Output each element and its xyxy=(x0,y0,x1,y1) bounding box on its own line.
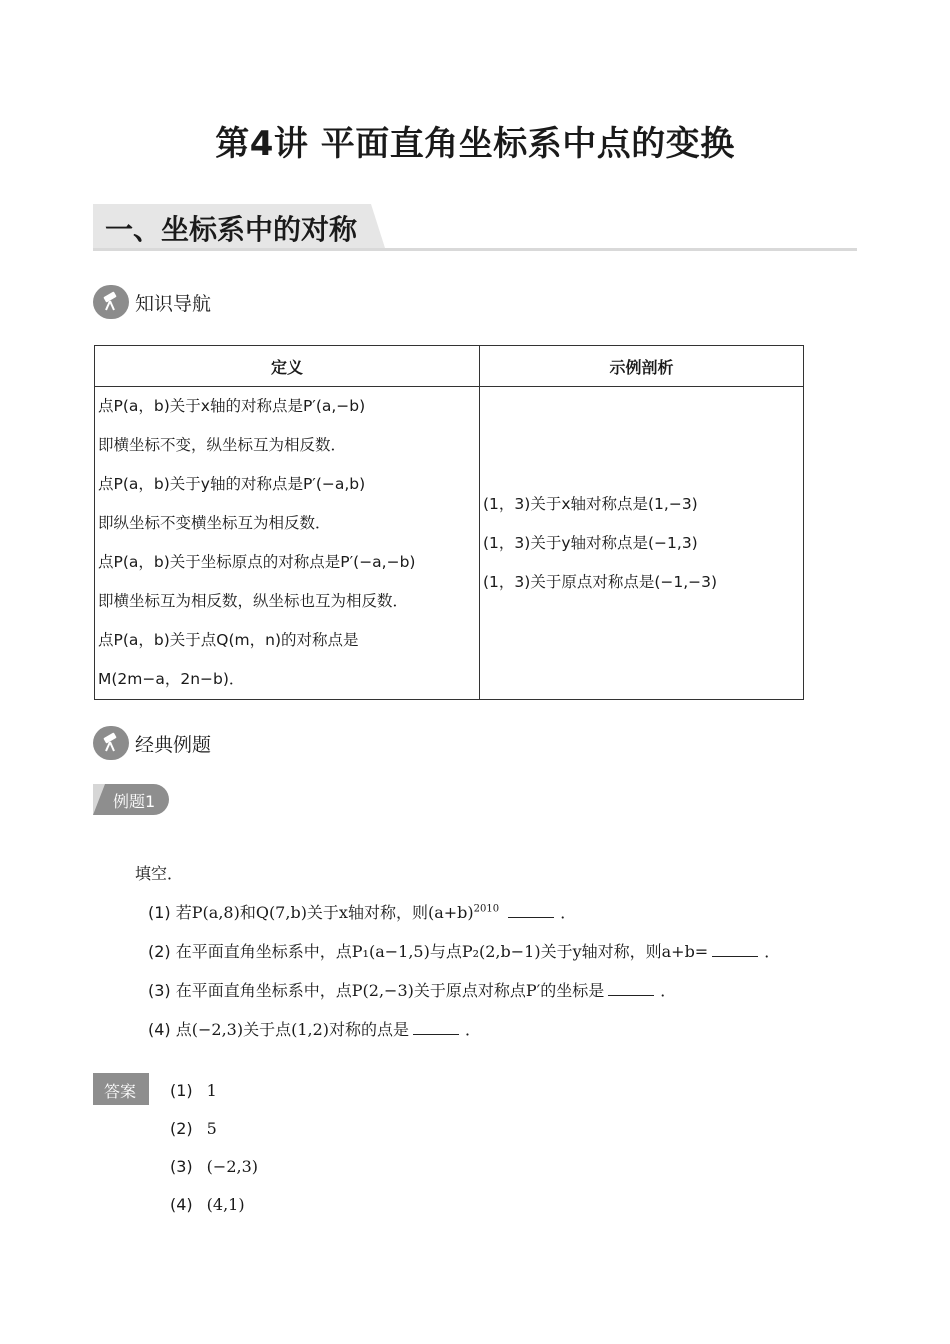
definition-line: M(2m−a，2n−b)． xyxy=(98,670,245,688)
answer-tag xyxy=(93,1073,149,1105)
definition-line: 即横坐标不变，纵坐标互为相反数． xyxy=(98,436,347,454)
examples-heading-label: 经典例题 xyxy=(135,734,212,756)
definition-line: 即纵坐标不变横坐标互为相反数． xyxy=(98,514,331,532)
telescope-icon xyxy=(93,726,129,760)
definition-line: 点P(a，b)关于坐标原点的对称点是P′(−a,−b) xyxy=(98,553,416,571)
question-item: (4) 点(−2,3)关于点(1,2)对称的点是 ． xyxy=(148,1020,482,1039)
table-header-example: 示例剖析 xyxy=(480,346,804,387)
example-cell xyxy=(480,387,804,700)
answer-tag-label: 答案 xyxy=(104,1082,137,1101)
example-tag-label: 例题1 xyxy=(113,792,156,811)
example-line: (1，3)关于x轴对称点是(1,−3) xyxy=(483,494,698,513)
section-header xyxy=(93,204,857,250)
definition-cell xyxy=(95,387,480,700)
answer-blank xyxy=(413,1022,459,1035)
answer-blank xyxy=(712,944,758,957)
page-title: 第4讲 平面直角坐标系中点的变换 xyxy=(215,124,735,164)
example-line: (1，3)关于原点对称点是(−1,−3) xyxy=(483,572,718,591)
answer-blank xyxy=(608,983,654,996)
answer-item: (4) (4,1) xyxy=(170,1195,245,1214)
definition-table xyxy=(94,345,804,700)
example-tag xyxy=(93,784,169,815)
table-header-definition: 定义 xyxy=(95,346,480,387)
definition-line: 点P(a，b)关于y轴的对称点是P′(−a,b) xyxy=(98,475,366,493)
telescope-icon xyxy=(93,285,129,319)
example-line: (1，3)关于y轴对称点是(−1,3) xyxy=(483,533,698,552)
question-item: (1) 若P(a,8)和Q(7,b)关于x轴对称，则$(a+b)^{2010}$ ． xyxy=(148,903,577,922)
definition-line: 点P(a，b)关于x轴的对称点是P′(a,−b) xyxy=(98,397,366,415)
definition-line: 点P(a，b)关于点Q(m，n)的对称点是 xyxy=(98,631,359,649)
section-title: 一、坐标系中的对称 xyxy=(105,213,358,246)
answer-blank xyxy=(508,905,554,918)
question-item: (2) 在平面直角坐标系中，点P₁(a−1,5)与点P₂(2,b−1)关于y轴对称，则a+b= ． xyxy=(148,942,781,961)
question-item: (3) 在平面直角坐标系中，点P(2,−3)关于原点对称点P′的坐标是 ． xyxy=(148,981,677,1000)
answer-item: (1) 1 xyxy=(170,1081,217,1100)
answer-item: (2) 5 xyxy=(170,1119,217,1138)
answer-item: (3) (−2,3) xyxy=(170,1157,259,1176)
definition-line: 即横坐标互为相反数，纵坐标也互为相反数． xyxy=(98,592,409,610)
question-intro: 填空． xyxy=(135,864,184,883)
knowledge-heading-label: 知识导航 xyxy=(135,293,212,315)
